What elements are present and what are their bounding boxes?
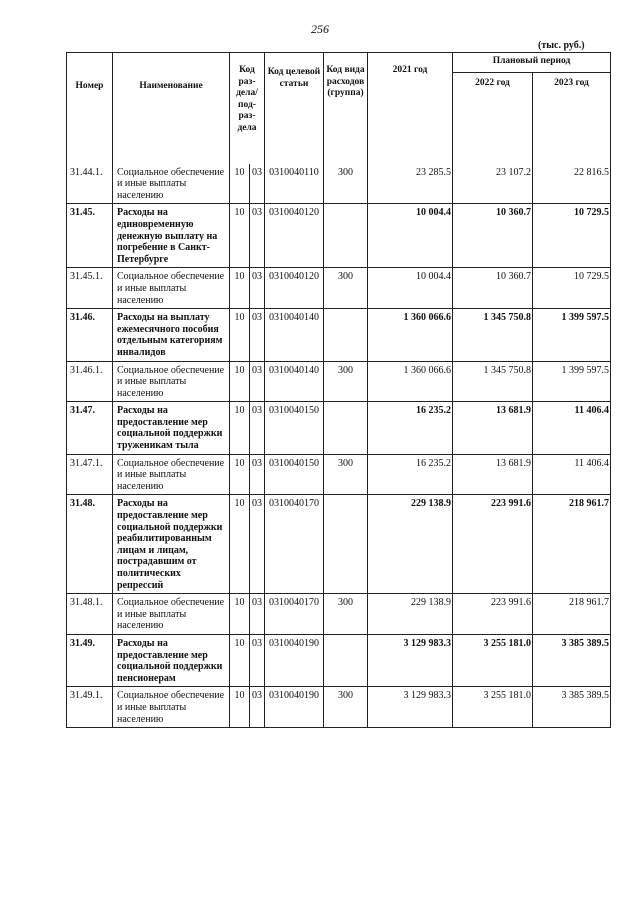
row-expense-type: 300 [324,361,368,402]
row-subsection: 03 [250,687,265,728]
row-expense-type [324,309,368,361]
header-year-2023: 2023 год [533,72,611,164]
row-number: 31.45. [67,204,113,268]
table-row [67,402,611,454]
row-expense-type: 300 [324,268,368,309]
row-2021: 23 285.5 [368,164,453,204]
row-number: 31.48.1. [67,594,113,635]
row-name: Социальное обеспечение и иные выплаты населению [113,594,230,635]
row-target-code: 0310040120 [265,268,324,309]
table-row [67,361,611,402]
row-name: Расходы на выплату ежемесячного пособия отдельным категориям инвалидов [113,309,230,361]
table-row [67,268,611,309]
row-section: 10 [230,454,250,495]
table-row [67,204,611,268]
table-row [67,164,611,204]
row-name: Социальное обеспечение и иные выплаты населению [113,687,230,728]
row-2023: 218 961.7 [533,594,611,635]
row-target-code: 0310040170 [265,594,324,635]
row-2022: 3 255 181.0 [453,687,533,728]
row-section: 10 [230,268,250,309]
row-2022: 223 991.6 [453,594,533,635]
row-expense-type: 300 [324,687,368,728]
row-subsection: 03 [250,268,265,309]
row-expense-type [324,634,368,686]
budget-table [66,52,611,728]
table-row [67,454,611,495]
row-target-code: 0310040190 [265,687,324,728]
row-2021: 16 235.2 [368,402,453,454]
row-name: Социальное обеспечение и иные выплаты населению [113,164,230,204]
page-number: 256 [311,22,329,36]
row-expense-type: 300 [324,454,368,495]
table-row [67,687,611,728]
table-row [67,634,611,686]
row-2021: 3 129 983.3 [368,634,453,686]
header-planned-period: Плановый период [453,53,611,73]
row-2022: 223 991.6 [453,495,533,594]
header-section-code: Код раз- дела/ под- раз- дела [230,53,265,164]
row-section: 10 [230,594,250,635]
row-2022: 13 681.9 [453,454,533,495]
header-year-2022: 2022 год [453,72,533,164]
row-expense-type [324,204,368,268]
row-section: 10 [230,204,250,268]
row-2021: 229 138.9 [368,495,453,594]
table-row [67,594,611,635]
row-2022: 10 360.7 [453,268,533,309]
units-label: (тыс. руб.) [538,40,585,51]
row-number: 31.47.1. [67,454,113,495]
row-number: 31.44.1. [67,164,113,204]
row-2021: 1 360 066.6 [368,309,453,361]
row-2023: 11 406.4 [533,402,611,454]
row-subsection: 03 [250,634,265,686]
row-name: Социальное обеспечение и иные выплаты населению [113,454,230,495]
row-2023: 1 399 597.5 [533,309,611,361]
row-2022: 23 107.2 [453,164,533,204]
row-2022: 13 681.9 [453,402,533,454]
row-target-code: 0310040190 [265,634,324,686]
row-target-code: 0310040140 [265,309,324,361]
row-2021: 10 004.4 [368,204,453,268]
row-2022: 1 345 750.8 [453,361,533,402]
row-2023: 11 406.4 [533,454,611,495]
row-subsection: 03 [250,594,265,635]
header-name: Наименование [113,53,230,164]
header-expense-type-code: Код вида расходов (группа) [324,53,368,164]
row-2021: 10 004.4 [368,268,453,309]
row-number: 31.46. [67,309,113,361]
row-number: 31.45.1. [67,268,113,309]
row-target-code: 0310040110 [265,164,324,204]
row-2021: 3 129 983.3 [368,687,453,728]
row-2021: 1 360 066.6 [368,361,453,402]
row-section: 10 [230,495,250,594]
row-subsection: 03 [250,495,265,594]
row-2023: 10 729.5 [533,204,611,268]
row-2021: 229 138.9 [368,594,453,635]
row-target-code: 0310040150 [265,402,324,454]
header-number: Номер [67,53,113,164]
row-number: 31.49. [67,634,113,686]
row-2021: 16 235.2 [368,454,453,495]
row-number: 31.46.1. [67,361,113,402]
header-year-2021: 2021 год [368,53,453,164]
row-section: 10 [230,309,250,361]
table-row [67,495,611,594]
row-name: Расходы на предоставление мер социальной поддержки труженикам тыла [113,402,230,454]
row-section: 10 [230,402,250,454]
row-2023: 3 385 389.5 [533,687,611,728]
row-name: Социальное обеспечение и иные выплаты населению [113,268,230,309]
row-subsection: 03 [250,164,265,204]
row-2023: 1 399 597.5 [533,361,611,402]
row-section: 10 [230,361,250,402]
row-section: 10 [230,164,250,204]
row-2023: 3 385 389.5 [533,634,611,686]
row-2023: 22 816.5 [533,164,611,204]
row-expense-type: 300 [324,594,368,635]
row-2022: 1 345 750.8 [453,309,533,361]
row-target-code: 0310040120 [265,204,324,268]
row-name: Расходы на предоставление мер социальной поддержки пенсионерам [113,634,230,686]
row-expense-type: 300 [324,164,368,204]
header-target-code: Код целевой статьи [265,53,324,164]
row-target-code: 0310040140 [265,361,324,402]
row-name: Расходы на предоставление мер социальной поддержки реабилитированным лицам и лицам, пострадавшим от политических репрессий [113,495,230,594]
row-2022: 3 255 181.0 [453,634,533,686]
row-expense-type [324,402,368,454]
row-2023: 10 729.5 [533,268,611,309]
row-subsection: 03 [250,454,265,495]
row-name: Расходы на единовременную денежную выплату на погребение в Санкт-Петербурге [113,204,230,268]
row-2023: 218 961.7 [533,495,611,594]
row-2022: 10 360.7 [453,204,533,268]
row-name: Социальное обеспечение и иные выплаты населению [113,361,230,402]
row-section: 10 [230,687,250,728]
row-number: 31.48. [67,495,113,594]
row-target-code: 0310040150 [265,454,324,495]
row-subsection: 03 [250,402,265,454]
row-subsection: 03 [250,361,265,402]
row-target-code: 0310040170 [265,495,324,594]
row-number: 31.49.1. [67,687,113,728]
row-section: 10 [230,634,250,686]
row-subsection: 03 [250,309,265,361]
table-row [67,309,611,361]
row-number: 31.47. [67,402,113,454]
row-expense-type [324,495,368,594]
row-subsection: 03 [250,204,265,268]
